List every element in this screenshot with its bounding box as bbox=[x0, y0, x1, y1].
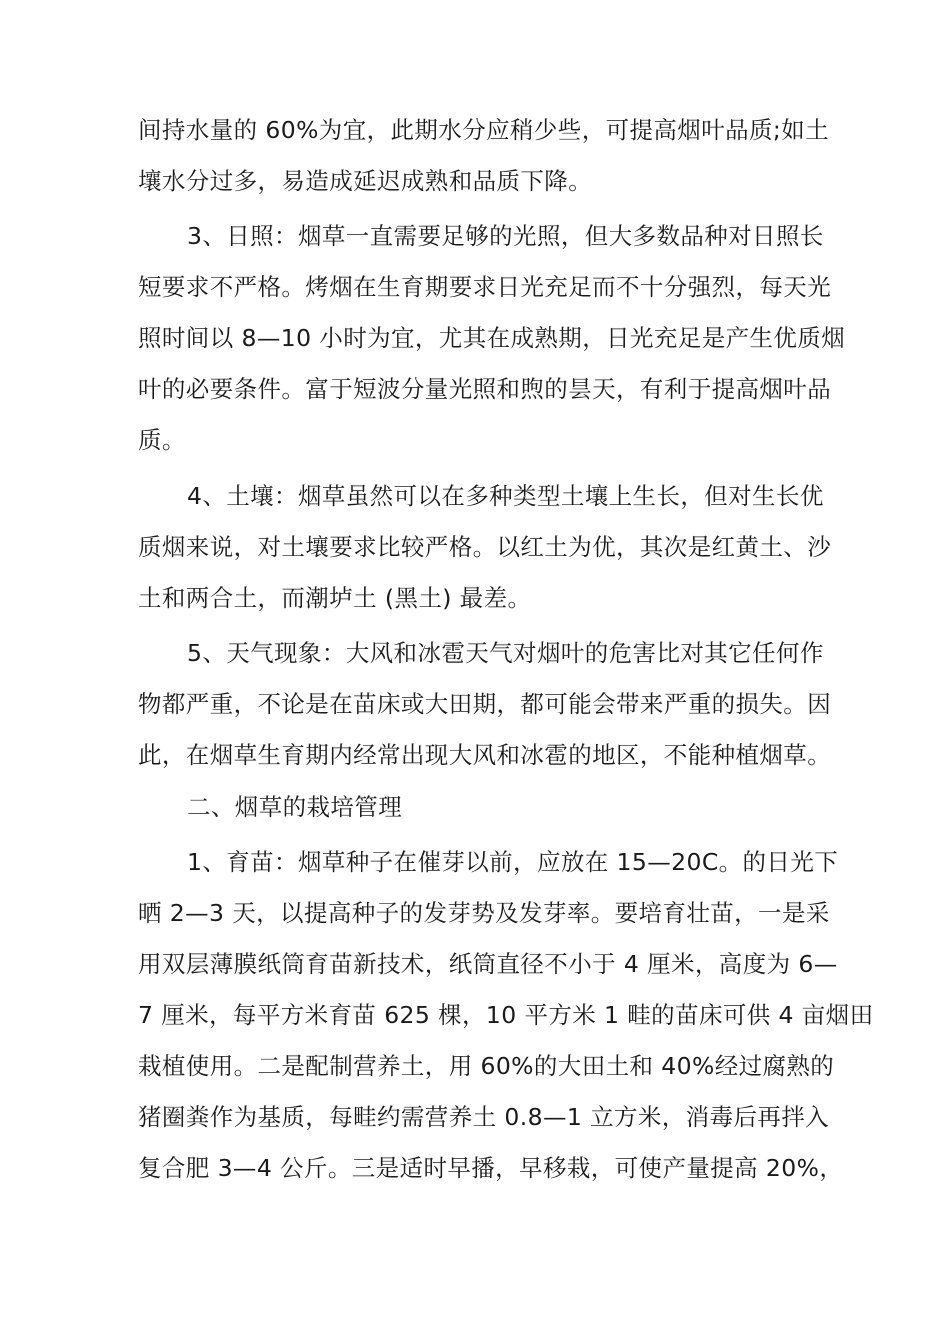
text-line: 晒 2—3 天，以提高种子的发芽势及发芽率。要培育壮苗，一是采 bbox=[138, 899, 830, 927]
paragraph-weather-heading-line: 5、天气现象：大风和冰雹天气对烟叶的危害比对其它任何作 bbox=[187, 639, 824, 667]
text-line: 照时间以 8—10 小时为宜，尤其在成熟期，日光充足是产生优质烟 bbox=[138, 324, 846, 352]
text-line: 质烟来说，对土壤要求比较严格。以红土为优，其次是红黄土、沙 bbox=[138, 533, 832, 561]
text-line: 此，在烟草生育期内经常出现大风和冰雹的地区，不能种植烟草。 bbox=[138, 741, 832, 769]
text-line: 壤水分过多，易造成延迟成熟和品质下降。 bbox=[138, 167, 593, 195]
text-line: 土和两合土，而潮垆土 (黑土) 最差。 bbox=[138, 584, 532, 612]
text-line: 栽植使用。二是配制营养土，用 60%的大田土和 40%经过腐熟的 bbox=[138, 1052, 835, 1080]
text-line: 叶的必要条件。富于短波分量光照和煦的昙天，有利于提高烟叶品 bbox=[138, 375, 832, 403]
text-line: 质。 bbox=[138, 426, 186, 454]
text-line: 7 厘米，每平方米育苗 625 棵，10 平方米 1 畦的苗床可供 4 亩烟田 bbox=[138, 1001, 874, 1029]
text-line: 间持水量的 60%为宜，此期水分应稍少些，可提高烟叶品质;如土 bbox=[138, 116, 830, 144]
text-line: 猪圈粪作为基质，每畦约需营养土 0.8—1 立方米，消毒后再拌入 bbox=[138, 1103, 830, 1131]
paragraph-soil-heading-line: 4、土壤：烟草虽然可以在多种类型土壤上生长，但对生长优 bbox=[187, 482, 824, 510]
text-line: 物都严重，不论是在苗床或大田期，都可能会带来严重的损失。因 bbox=[138, 690, 832, 718]
text-line: 用双层薄膜纸筒育苗新技术，纸筒直径不小于 4 厘米，高度为 6— bbox=[138, 950, 838, 978]
text-line: 复合肥 3—4 公斤。三是适时早播，早移栽，可使产量提高 20%， bbox=[138, 1154, 844, 1182]
section-heading: 二、烟草的栽培管理 bbox=[187, 793, 403, 821]
paragraph-seedling-heading-line: 1、育苗：烟草种子在催芽以前，应放在 15—20C。的日光下 bbox=[187, 848, 839, 876]
paragraph-sunlight-heading-line: 3、日照：烟草一直需要足够的光照，但大多数品种对日照长 bbox=[187, 222, 824, 250]
text-line: 短要求不严格。烤烟在生育期要求日光充足而不十分强烈，每天光 bbox=[138, 273, 832, 301]
